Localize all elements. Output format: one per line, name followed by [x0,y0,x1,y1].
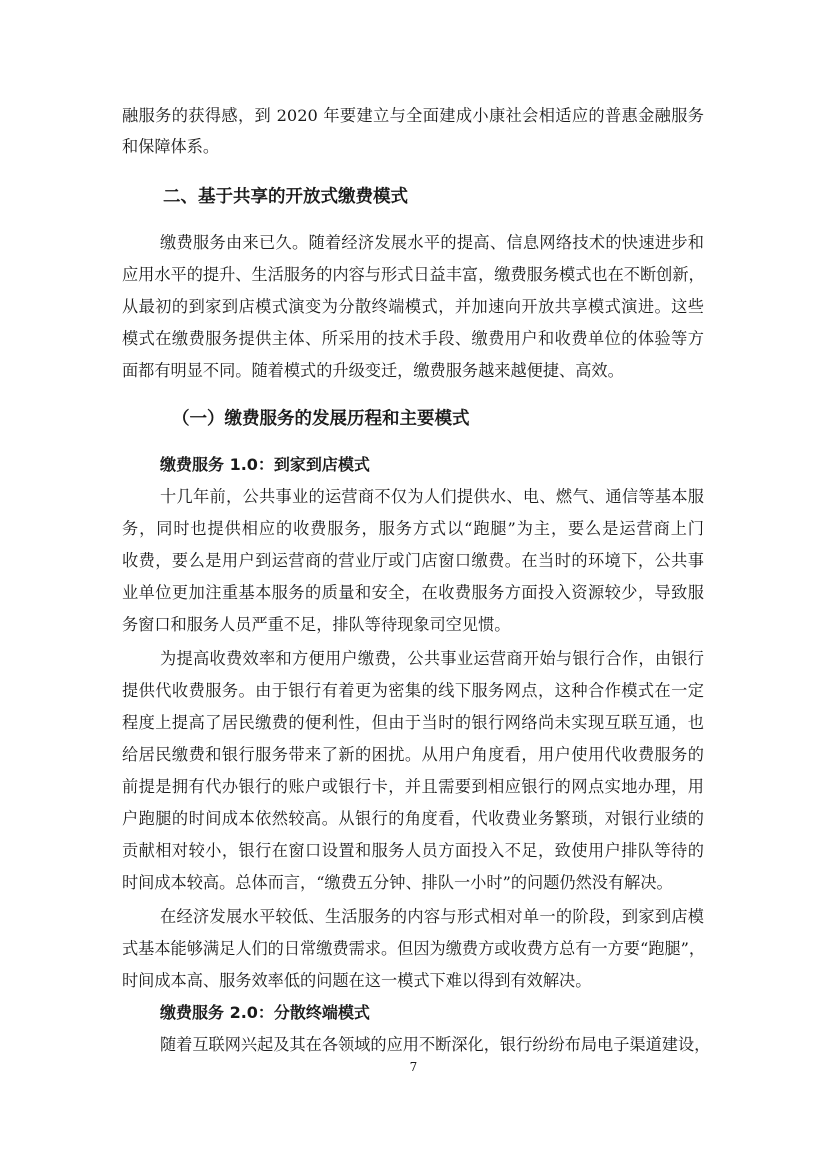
service-1-para2-line-7: 贡献相对较小，银行在窗口设置和服务人员方面投入不足，致使用户排队等待的 [122,841,704,860]
intro-line-1: 融服务的获得感，到 2020 年要建立与全面建成小康社会相适应的普惠金融服务 [122,106,704,125]
service-2-heading: 缴费服务 2.0：分散终端模式 [160,1003,370,1022]
intro-line-2: 和保障体系。 [122,137,220,156]
service-1-para2-line-5: 前提是拥有代办银行的账户或银行卡，并且需要到相应银行的网点实地办理，用 [122,777,704,796]
service-1-para1-line-2: 务，同时也提供相应的收费服务，服务方式以“跑腿”为主，要么是运营商上门 [122,519,704,538]
section-paragraph-line-3: 从最初的到家到店模式演变为分散终端模式，并加速向开放共享模式演进。这些 [122,297,704,316]
service-1-para1-line-5: 务窗口和服务人员严重不足，排队等待现象司空见惯。 [122,615,511,634]
service-1-para2-line-1: 为提高收费效率和方便用户缴费，公共事业运营商开始与银行合作，由银行 [160,649,704,668]
service-1-para2-line-8: 时间成本较高。总体而言，“缴费五分钟、排队一小时”的问题仍然没有解决。 [122,873,673,892]
service-2-line-1: 随着互联网兴起及其在各领域的应用不断深化，银行纷纷布局电子渠道建设， [160,1035,711,1054]
subsection-heading: （一）缴费服务的发展历程和主要模式 [172,409,470,429]
section-paragraph-line-4: 模式在缴费服务提供主体、所采用的技术手段、缴费用户和收费单位的体验等方 [122,329,704,348]
section-paragraph-line-2: 应用水平的提升、生活服务的内容与形式日益丰富，缴费服务模式也在不断创新， [122,265,705,284]
service-1-para2-line-4: 给居民缴费和银行服务带来了新的困扰。从用户角度看，用户使用代收费服务的 [122,745,704,764]
service-1-para2-line-3: 程度上提高了居民缴费的便利性，但由于当时的银行网络尚未实现互联互通，也 [122,713,704,732]
section-heading: 二、基于共享的开放式缴费模式 [163,187,408,207]
service-1-para2-line-6: 户跑腿的时间成本依然较高。从银行的角度看，代收费业务繁琐，对银行业绩的 [122,809,704,828]
service-1-para1-line-1: 十几年前，公共事业的运营商不仅为人们提供水、电、燃气、通信等基本服 [160,487,704,506]
page-number: 7 [409,1060,418,1074]
service-1-para3-line-1: 在经济发展水平较低、生活服务的内容与形式相对单一的阶段，到家到店模 [160,907,704,926]
section-paragraph-line-5: 面都有明显不同。随着模式的升级变迁，缴费服务越来越便捷、高效。 [122,361,624,380]
service-1-heading: 缴费服务 1.0：到家到店模式 [160,455,370,474]
section-paragraph-line-1: 缴费服务由来已久。随着经济发展水平的提高、信息网络技术的快速进步和 [160,233,704,252]
service-1-para3-line-3: 时间成本高、服务效率低的问题在这一模式下难以得到有效解决。 [122,971,592,990]
service-1-para1-line-4: 业单位更加注重基本服务的质量和安全，在收费服务方面投入资源较少，导致服 [122,583,704,602]
service-1-para2-line-2: 提供代收费服务。由于银行有着更为密集的线下服务网点，这种合作模式在一定 [122,681,704,700]
service-1-para3-line-2: 式基本能够满足人们的日常缴费需求。但因为缴费方或收费方总有一方要“跑腿”， [122,939,706,958]
service-1-para1-line-3: 收费，要么是用户到运营商的营业厅或门店窗口缴费。在当时的环境下，公共事 [122,551,704,570]
